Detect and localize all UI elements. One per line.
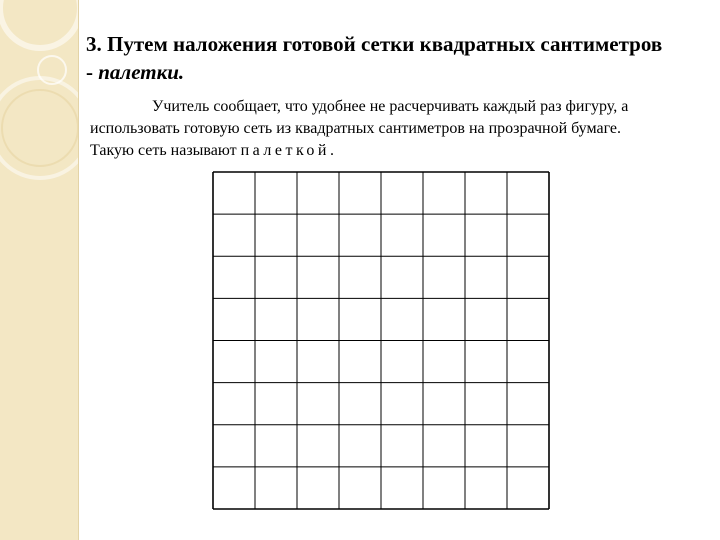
decorative-circles — [0, 0, 78, 540]
paragraph-line-1: Учитель сообщает, что удобнее не расчерчивать каждый раз фигуру, а — [152, 98, 629, 115]
paragraph — [90, 96, 712, 162]
heading-dash: - — [86, 60, 99, 84]
palette-grid — [212, 171, 550, 510]
decorative-side-panel — [0, 0, 79, 540]
heading-text: 3. Путем наложения готовой сетки квадратных сантиметров — [86, 32, 663, 56]
paragraph-line-2: использовать готовую сеть из квадратных сантиметров на прозрачной бумаге. — [90, 120, 622, 137]
paragraph-term-spaced: палеткой. — [240, 142, 338, 159]
heading-italic-term: палетки. — [98, 60, 185, 84]
palette-grid-svg — [212, 171, 550, 510]
section-heading — [86, 30, 706, 86]
paragraph-line-3-prefix: Такую сеть называют — [90, 142, 241, 159]
